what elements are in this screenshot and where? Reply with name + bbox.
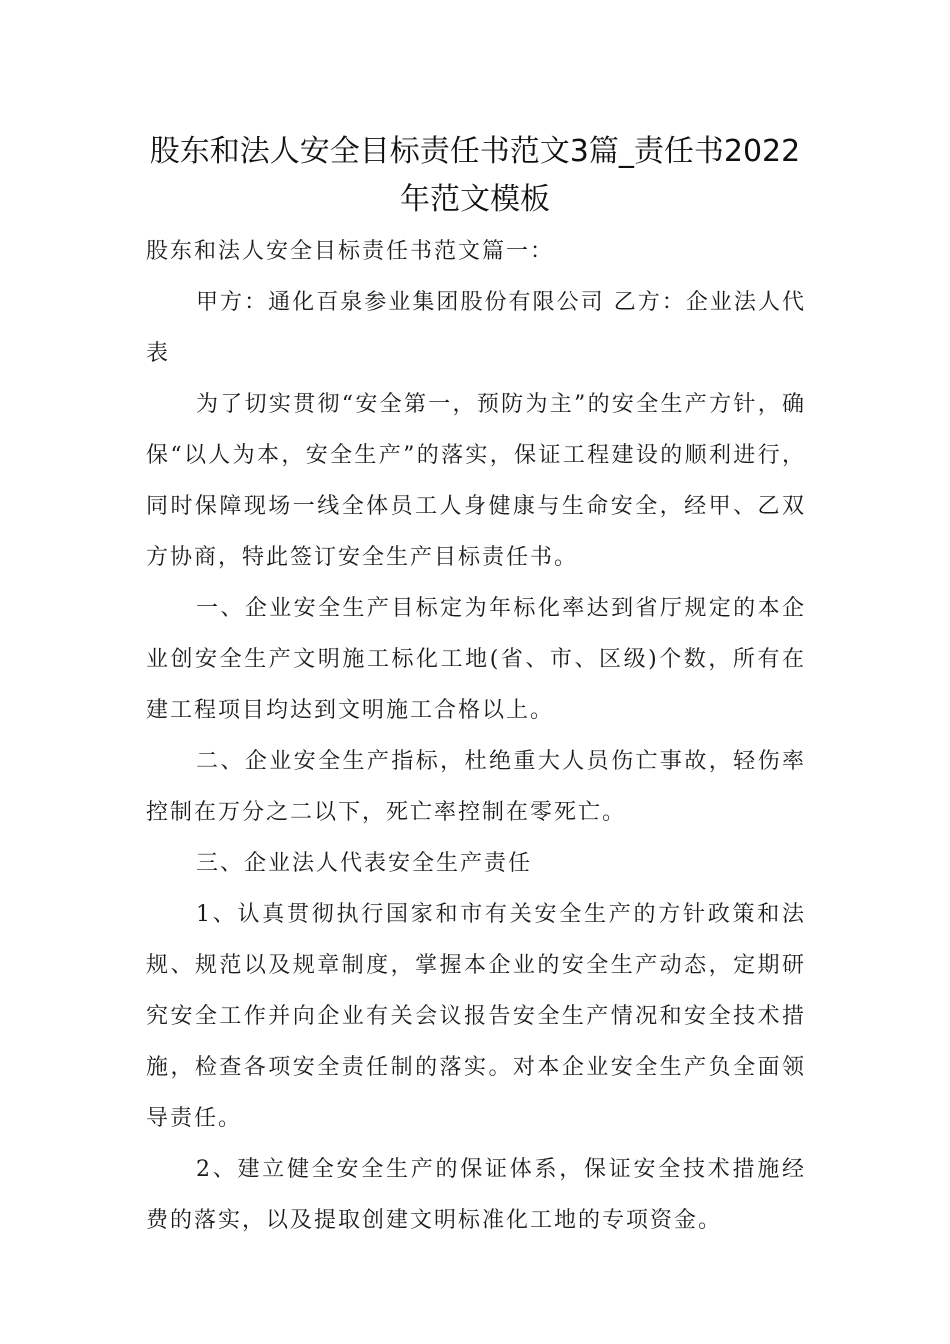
section-heading: 股东和法人安全目标责任书范文篇一： xyxy=(146,239,555,264)
document-title: 股东和法人安全目标责任书范文3篇_责任书2022年范文模板 xyxy=(149,134,801,217)
clause-3-heading: 三、企业法人代表安全生产责任 xyxy=(196,851,533,876)
responsibility-item-1: 1、认真贯彻执行国家和市有关安全生产的方针政策和法规、规范以及规章制度，掌握本企业的安全生产动态，定期研究安全工作并向企业有关会议报告安全生产情况和安全技术措施，检查各项安全责任制的落实。对本企业安全生产负全面领导责任。 xyxy=(146,902,806,1131)
clause-2-paragraph: 二、企业安全生产指标，杜绝重大人员伤亡事故，轻伤率控制在万分之二以下，死亡率控制在零死亡。 xyxy=(146,749,806,825)
document-body xyxy=(146,226,806,1246)
purpose-paragraph: 为了切实贯彻“安全第一，预防为主”的安全生产方针，确保“以人为本，安全生产”的落实，保证工程建设的顺利进行，同时保障现场一线全体员工人身健康与生命安全，经甲、乙双方协商，特此签订安全生产目标责任书。 xyxy=(146,392,806,570)
responsibility-item-2: 2、建立健全安全生产的保证体系，保证安全技术措施经费的落实，以及提取创建文明标准化工地的专项资金。 xyxy=(146,1157,806,1233)
clause-1-paragraph: 一、企业安全生产目标定为年标化率达到省厅规定的本企业创安全生产文明施工标化工地(省、市、区级)个数，所有在建工程项目均达到文明施工合格以上。 xyxy=(146,596,806,723)
parties-paragraph: 甲方：通化百泉参业集团股份有限公司 乙方：企业法人代表 xyxy=(146,290,806,366)
